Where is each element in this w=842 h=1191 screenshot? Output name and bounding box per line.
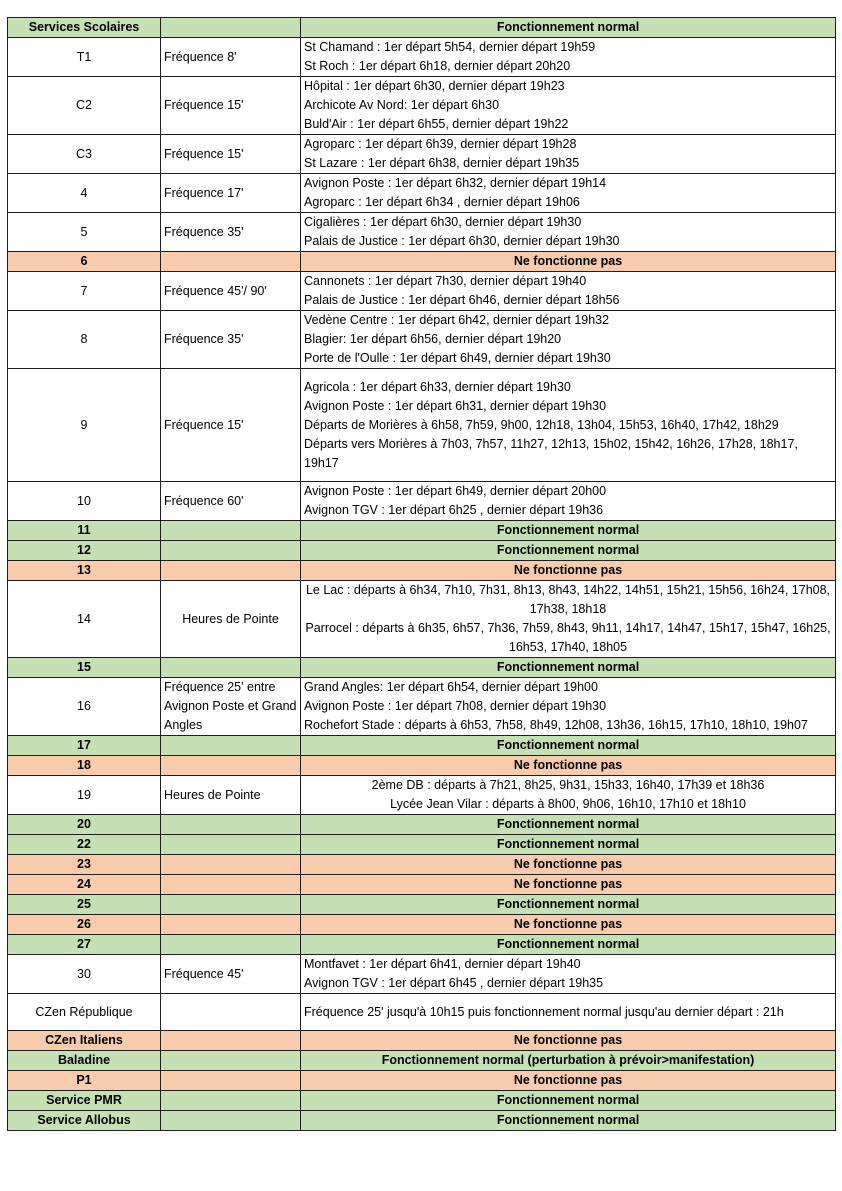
table-row <box>8 77 836 135</box>
schedule-line: Avignon TGV : 1er départ 6h45 , dernier départ 19h35 <box>304 976 604 990</box>
table-row <box>8 1051 836 1071</box>
table-row <box>8 541 836 561</box>
frequency-cell: Heures de Pointe <box>161 581 301 658</box>
table-row <box>8 581 836 658</box>
frequency-cell: Fréquence 25' entre Avignon Poste et Grand Angles <box>161 678 301 736</box>
schedule-line: St Chamand : 1er départ 5h54, dernier départ 19h59 <box>304 40 596 54</box>
line-name: 12 <box>8 541 161 561</box>
schedule-line: Montfavet : 1er départ 6h41, dernier départ 19h40 <box>304 957 581 971</box>
line-name: 25 <box>8 895 161 915</box>
line-name: CZen Italiens <box>8 1031 161 1051</box>
frequency-cell <box>161 895 301 915</box>
schedule-line: Lycée Jean Vilar : départs à 8h00, 9h06, 16h10, 17h10 et 18h10 <box>390 797 746 811</box>
status-cell: Ne fonctionne pas <box>301 1031 836 1051</box>
schedule-line: Rochefort Stade : départs à 6h53, 7h58, 8h49, 12h08, 13h36, 16h15, 17h10, 18h10, 19h07 <box>304 718 808 732</box>
status-cell <box>301 311 836 369</box>
table-row <box>8 678 836 736</box>
line-name: 13 <box>8 561 161 581</box>
schedule-line: 2ème DB : départs à 7h21, 8h25, 9h31, 15h33, 16h40, 17h39 et 18h36 <box>371 778 765 792</box>
status-cell: Fonctionnement normal <box>301 895 836 915</box>
table-row <box>8 994 836 1031</box>
status-cell: Ne fonctionne pas <box>301 561 836 581</box>
line-name: 8 <box>8 311 161 369</box>
status-cell: Ne fonctionne pas <box>301 756 836 776</box>
frequency-cell: Fréquence 60' <box>161 482 301 521</box>
line-name: 16 <box>8 678 161 736</box>
status-cell: Ne fonctionne pas <box>301 855 836 875</box>
table-row <box>8 135 836 174</box>
line-name: 11 <box>8 521 161 541</box>
table-row <box>8 1031 836 1051</box>
status-cell <box>301 678 836 736</box>
line-name: 23 <box>8 855 161 875</box>
frequency-cell: Fréquence 45' <box>161 955 301 994</box>
status-cell: Fonctionnement normal (perturbation à prévoir>manifestation) <box>301 1051 836 1071</box>
table-row <box>8 1091 836 1111</box>
status-cell: Ne fonctionne pas <box>301 252 836 272</box>
frequency-cell <box>161 18 301 38</box>
status-cell: Fonctionnement normal <box>301 1091 836 1111</box>
frequency-cell <box>161 1091 301 1111</box>
schedule-line: Avignon Poste : 1er départ 7h08, dernier départ 19h30 <box>304 699 607 713</box>
status-cell: Fonctionnement normal <box>301 815 836 835</box>
frequency-cell: Fréquence 35' <box>161 213 301 252</box>
line-name: C2 <box>8 77 161 135</box>
frequency-cell <box>161 1051 301 1071</box>
line-name: Service PMR <box>8 1091 161 1111</box>
schedule-line: Avignon TGV : 1er départ 6h25 , dernier départ 19h36 <box>304 503 604 517</box>
table-row <box>8 875 836 895</box>
status-cell: Fonctionnement normal <box>301 935 836 955</box>
schedule-line: Avignon Poste : 1er départ 6h32, dernier départ 19h14 <box>304 176 607 190</box>
line-name: 30 <box>8 955 161 994</box>
status-cell: Ne fonctionne pas <box>301 875 836 895</box>
line-name: 27 <box>8 935 161 955</box>
table-row <box>8 736 836 756</box>
schedule-line: Buld'Air : 1er départ 6h55, dernier départ 19h22 <box>304 117 569 131</box>
status-cell <box>301 272 836 311</box>
frequency-cell <box>161 835 301 855</box>
line-name: CZen République <box>8 994 161 1031</box>
table-row <box>8 756 836 776</box>
table-row <box>8 213 836 252</box>
line-name: 9 <box>8 369 161 482</box>
table-row <box>8 18 836 38</box>
status-cell: Ne fonctionne pas <box>301 915 836 935</box>
table-row <box>8 1071 836 1091</box>
frequency-cell <box>161 1071 301 1091</box>
table-row <box>8 835 836 855</box>
line-name: C3 <box>8 135 161 174</box>
status-cell <box>301 213 836 252</box>
status-cell <box>301 581 836 658</box>
status-cell: Ne fonctionne pas <box>301 1071 836 1091</box>
frequency-cell: Fréquence 15' <box>161 77 301 135</box>
frequency-cell <box>161 935 301 955</box>
schedule-line: Vedène Centre : 1er départ 6h42, dernier départ 19h32 <box>304 313 610 327</box>
table-row <box>8 521 836 541</box>
line-name: Services Scolaires <box>8 18 161 38</box>
schedule-line: Grand Angles: 1er départ 6h54, dernier départ 19h00 <box>304 680 598 694</box>
table-row <box>8 174 836 213</box>
schedule-line: Cigalières : 1er départ 6h30, dernier départ 19h30 <box>304 215 582 229</box>
status-cell: Fonctionnement normal <box>301 521 836 541</box>
frequency-cell <box>161 855 301 875</box>
schedule-line: Cannonets : 1er départ 7h30, dernier départ 19h40 <box>304 274 587 288</box>
schedule-line: Départs vers Morières à 7h03, 7h57, 11h27, 12h13, 15h02, 15h42, 16h26, 17h28, 18h17, 19h17 <box>304 436 798 470</box>
table-row <box>8 658 836 678</box>
line-name: 10 <box>8 482 161 521</box>
frequency-cell <box>161 521 301 541</box>
table-row <box>8 776 836 815</box>
line-name: 19 <box>8 776 161 815</box>
line-name: P1 <box>8 1071 161 1091</box>
table-row <box>8 38 836 77</box>
frequency-cell: Fréquence 35' <box>161 311 301 369</box>
schedule-line: St Roch : 1er départ 6h18, dernier départ 20h20 <box>304 59 571 73</box>
table-row <box>8 895 836 915</box>
line-name: Service Allobus <box>8 1111 161 1131</box>
frequency-cell: Fréquence 45'/ 90' <box>161 272 301 311</box>
table-row <box>8 252 836 272</box>
schedule-line: Le Lac : départs à 6h34, 7h10, 7h31, 8h13, 8h43, 14h22, 14h51, 15h21, 15h56, 16h24, 17h08, 17h38, 18h18 <box>305 583 831 616</box>
schedule-line: Départs de Morières à 6h58, 7h59, 9h00, 12h18, 13h04, 15h53, 16h40, 17h42, 18h29 <box>304 417 779 432</box>
frequency-cell: Heures de Pointe <box>161 776 301 815</box>
status-cell: Fonctionnement normal <box>301 835 836 855</box>
status-cell <box>301 776 836 815</box>
frequency-cell <box>161 1031 301 1051</box>
table-row <box>8 815 836 835</box>
frequency-cell <box>161 658 301 678</box>
status-cell <box>301 77 836 135</box>
schedule-line: Archicote Av Nord: 1er départ 6h30 <box>304 98 500 112</box>
line-name: 6 <box>8 252 161 272</box>
schedule-line: Agricola : 1er départ 6h33, dernier départ 19h30 <box>304 379 571 394</box>
schedule-line: Porte de l'Oulle : 1er départ 6h49, dernier départ 19h30 <box>304 351 611 365</box>
line-name: 22 <box>8 835 161 855</box>
table-row <box>8 1111 836 1131</box>
status-cell: Fonctionnement normal <box>301 18 836 38</box>
frequency-cell <box>161 736 301 756</box>
line-name: 24 <box>8 875 161 895</box>
status-cell <box>301 38 836 77</box>
frequency-cell <box>161 541 301 561</box>
status-cell: Fonctionnement normal <box>301 658 836 678</box>
line-name: 14 <box>8 581 161 658</box>
table-row <box>8 935 836 955</box>
schedule-line: Palais de Justice : 1er départ 6h46, dernier départ 18h56 <box>304 293 620 307</box>
line-name: T1 <box>8 38 161 77</box>
line-name: 17 <box>8 736 161 756</box>
frequency-cell <box>161 994 301 1031</box>
line-name: 4 <box>8 174 161 213</box>
status-cell: Fonctionnement normal <box>301 541 836 561</box>
line-name: 26 <box>8 915 161 935</box>
schedule-line: Fréquence 25' jusqu'à 10h15 puis fonctionnement normal jusqu'au dernier départ : 21h <box>304 1004 784 1019</box>
schedule-line: St Lazare : 1er départ 6h38, dernier départ 19h35 <box>304 156 580 170</box>
line-name: Baladine <box>8 1051 161 1071</box>
frequency-cell <box>161 561 301 581</box>
frequency-cell <box>161 875 301 895</box>
line-name: 20 <box>8 815 161 835</box>
frequency-cell <box>161 815 301 835</box>
frequency-cell: Fréquence 8' <box>161 38 301 77</box>
line-name: 5 <box>8 213 161 252</box>
status-cell: Fonctionnement normal <box>301 736 836 756</box>
status-cell <box>301 955 836 994</box>
status-cell <box>301 994 836 1031</box>
schedule-line: Blagier: 1er départ 6h56, dernier départ 19h20 <box>304 332 562 346</box>
frequency-cell <box>161 1111 301 1131</box>
status-cell <box>301 369 836 482</box>
line-name: 7 <box>8 272 161 311</box>
table-row <box>8 482 836 521</box>
schedule-line: Hôpital : 1er départ 6h30, dernier départ 19h23 <box>304 79 565 93</box>
frequency-cell <box>161 915 301 935</box>
table-row <box>8 561 836 581</box>
transport-status-table <box>7 17 836 1131</box>
frequency-cell: Fréquence 15' <box>161 369 301 482</box>
frequency-cell <box>161 252 301 272</box>
frequency-cell <box>161 756 301 776</box>
status-cell: Fonctionnement normal <box>301 1111 836 1131</box>
frequency-cell: Fréquence 15' <box>161 135 301 174</box>
status-cell <box>301 135 836 174</box>
status-cell <box>301 482 836 521</box>
table-row <box>8 272 836 311</box>
line-name: 15 <box>8 658 161 678</box>
table-row <box>8 311 836 369</box>
schedule-line: Palais de Justice : 1er départ 6h30, dernier départ 19h30 <box>304 234 620 248</box>
line-name: 18 <box>8 756 161 776</box>
schedule-line: Parrocel : départs à 6h35, 6h57, 7h36, 7h59, 8h43, 9h11, 14h17, 14h47, 15h17, 15h47, 16h25, 16h53, 17h40, 18h05 <box>305 621 831 654</box>
table-row <box>8 369 836 482</box>
status-cell <box>301 174 836 213</box>
schedule-line: Agroparc : 1er départ 6h34 , dernier départ 19h06 <box>304 195 580 209</box>
schedule-line: Agroparc : 1er départ 6h39, dernier départ 19h28 <box>304 137 577 151</box>
schedule-line: Avignon Poste : 1er départ 6h31, dernier départ 19h30 <box>304 398 607 413</box>
table-body <box>8 18 836 1131</box>
table-row <box>8 855 836 875</box>
table-row <box>8 915 836 935</box>
table-row <box>8 955 836 994</box>
schedule-line: Avignon Poste : 1er départ 6h49, dernier départ 20h00 <box>304 484 607 498</box>
frequency-cell: Fréquence 17' <box>161 174 301 213</box>
